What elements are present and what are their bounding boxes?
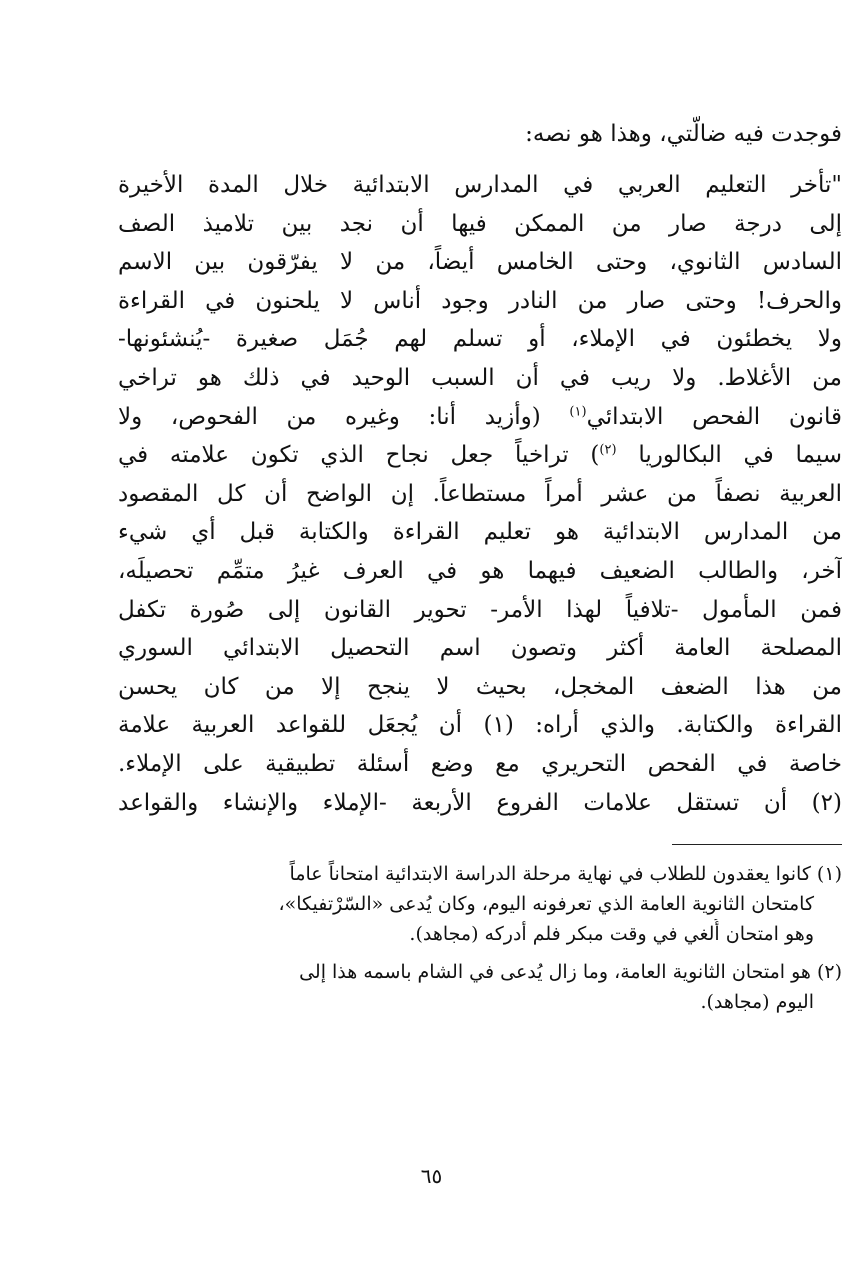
footnote-divider [672, 844, 842, 845]
footnotes [118, 859, 842, 1017]
paragraph-line: فمن المأمول -تلافياً لهذا الأمر- تحوير القانون إلى صُورة تكفل [118, 596, 842, 623]
main-paragraph [118, 166, 842, 822]
line-text: ) تراخياً جعل نجاح الذي تكون علامته في [118, 442, 600, 469]
line-text: (وأزيد أنا: وغيره من الفحوص، ولا [118, 403, 570, 430]
page-number: ٦٥ [420, 1164, 443, 1188]
paragraph-line: من المدارس الابتدائية هو تعليم القراءة والكتابة قبل أي شيء [118, 519, 842, 546]
footnote-ref-1[interactable]: (١) [569, 403, 587, 419]
footnote-ref-2[interactable]: (٢) [599, 442, 617, 458]
paragraph-line: القراءة والكتابة. والذي أراه: (١) أن يُجعَل للقواعد العربية علامة [118, 712, 842, 739]
line-text: سيما في البكالوريا [616, 442, 842, 469]
line-text: قانون الفحص الابتدائي [586, 403, 842, 430]
paragraph-line: من الأغلاط. ولا ريب في أن السبب الوحيد في ذلك هو تراخي [118, 364, 842, 391]
paragraph-line: خاصة في الفحص التحريري مع وضع أسئلة تطبيقية على الإملاء. [118, 750, 842, 777]
paragraph-line: آخر، والطالب الضعيف فيهما هو في العرف غيرُ متمِّم تحصيلَه، [118, 557, 842, 584]
paragraph-line-with-footnote-1 [118, 398, 842, 437]
footnote-line: اليوم (مجاهد). [700, 991, 814, 1014]
intro-line: فوجدت فيه ضالّتي، وهذا هو نصه: [525, 121, 842, 147]
paragraph-line: من هذا الضعف المخجل، بحيث لا ينجح إلا من كان يحسن [118, 673, 842, 700]
footnote-line: (١) كانوا يعقدون للطلاب في نهاية مرحلة الدراسة الابتدائية امتحاناً عاماً [289, 863, 842, 886]
page-content [118, 112, 842, 1025]
paragraph-line: ولا يخطئون في الإملاء، أو تسلم لهم جُمَل صغيرة -يُنشئونها- [118, 326, 842, 353]
footnote-line: وهو امتحان أُلغي في وقت مبكر فلم أدركه (مجاهد). [409, 923, 814, 946]
paragraph-line: إلى درجة صار من الممكن فيها أن نجد بين تلاميذ الصف [118, 210, 842, 237]
paragraph-line: العربية نصفاً من عشر أمراً مستطاعاً. إن الواضح أن كل المقصود [118, 480, 842, 507]
paragraph-line: والحرف! وحتى صار من النادر وجود أناس لا يلحنون في القراءة [118, 287, 842, 314]
footnote-2 [118, 957, 842, 1017]
paragraph-line-with-footnote-2 [118, 436, 842, 475]
footnote-line: (٢) هو امتحان الثانوية العامة، وما زال يُدعى في الشام باسمه هذا إلى [299, 961, 842, 984]
paragraph-line: "تأخر التعليم العربي في المدارس الابتدائية خلال المدة الأخيرة [118, 172, 842, 198]
footnote-line: كامتحان الثانوية العامة الذي تعرفونه اليوم، وكان يُدعى «السّرْتفيكا»، [278, 893, 814, 916]
footnote-1 [118, 859, 842, 949]
paragraph-line: (٢) أن تستقل علامات الفروع الأربعة -الإملاء والإنشاء والقواعد [118, 789, 842, 816]
paragraph-line: المصلحة العامة أكثر وتصون اسم التحصيل الابتدائي السوري [118, 635, 842, 662]
paragraph-line: السادس الثانوي، وحتى الخامس أيضاً، من لا يفرّقون بين الاسم [118, 249, 842, 276]
